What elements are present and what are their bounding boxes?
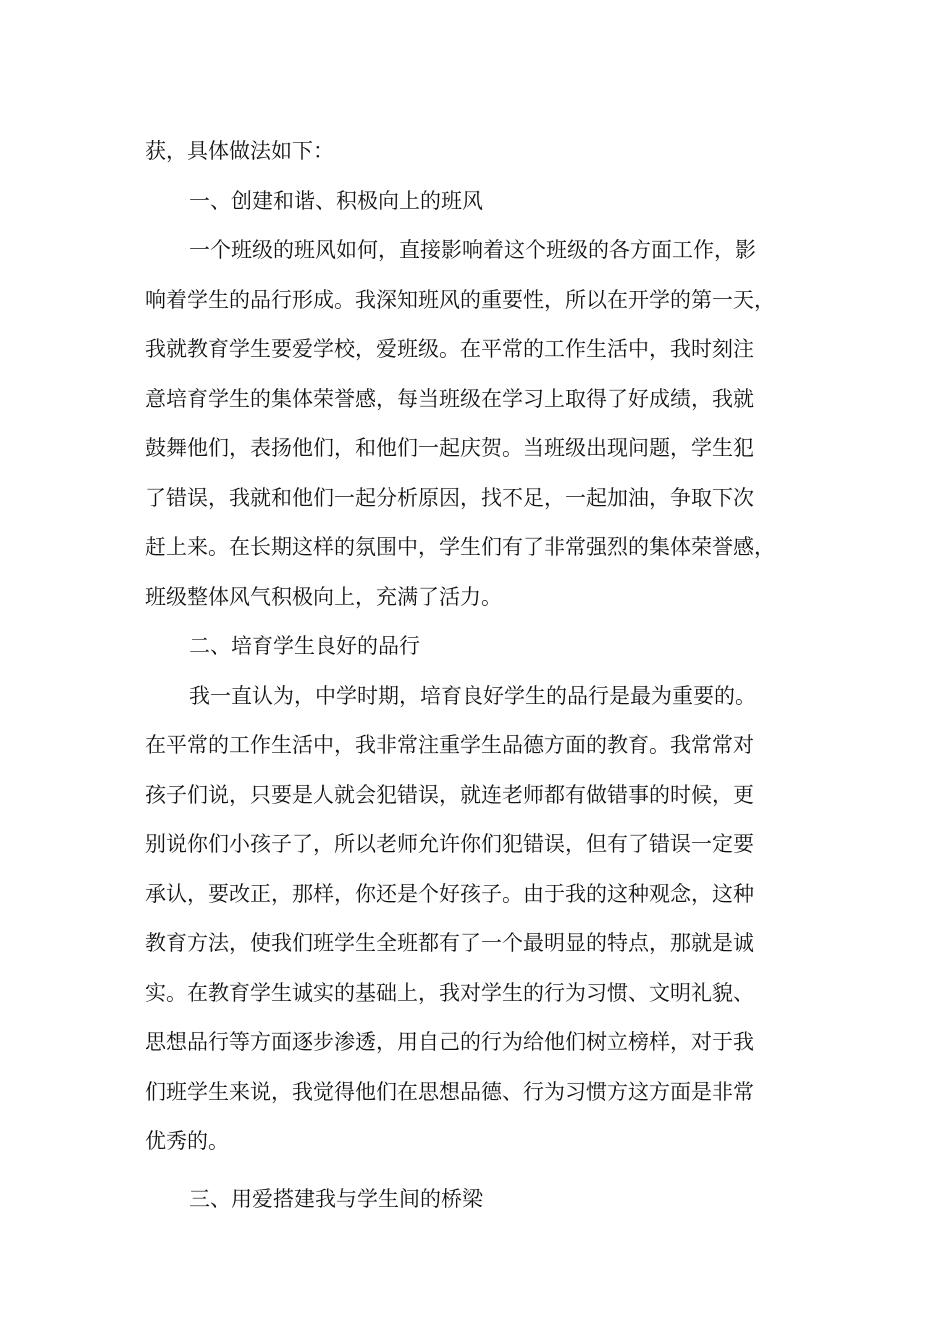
paragraph-line: 我就教育学生要爱学校，爱班级。在平常的工作生活中，我时刻注 (145, 337, 754, 361)
paragraph-line: 一个班级的班风如何，直接影响着这个班级的各方面工作，影 (189, 238, 756, 262)
paragraph-line: 别说你们小孩子了，所以老师允许你们犯错误，但有了错误一定要 (145, 832, 754, 856)
paragraph-line: 响着学生的品行形成。我深知班风的重要性，所以在开学的第一天， (145, 288, 775, 312)
paragraph-line: 孩子们说，只要是人就会犯错误，就连老师都有做错事的时候，更 (145, 783, 754, 807)
section-heading-1: 一、创建和谐、积极向上的班风 (189, 189, 483, 213)
paragraph-line: 赶上来。在长期这样的氛围中，学生们有了非常强烈的集体荣誉感， (145, 535, 775, 559)
paragraph-line: 们班学生来说，我觉得他们在思想品德、行为习惯方这方面是非常 (145, 1080, 754, 1104)
section-heading-2: 二、培育学生良好的品行 (189, 634, 420, 658)
paragraph-line: 教育方法，使我们班学生全班都有了一个最明显的特点，那就是诚 (145, 931, 754, 955)
paragraph-line: 鼓舞他们，表扬他们，和他们一起庆贺。当班级出现问题，学生犯 (145, 436, 754, 460)
paragraph-line: 在平常的工作生活中，我非常注重学生品德方面的教育。我常常对 (145, 733, 754, 757)
paragraph-line: 意培育学生的集体荣誉感，每当班级在学习上取得了好成绩，我就 (145, 387, 754, 411)
paragraph-line: 实。在教育学生诚实的基础上，我对学生的行为习惯、文明礼貌、 (145, 981, 754, 1005)
paragraph-line: 思想品行等方面逐步渗透，用自己的行为给他们树立榜样，对于我 (145, 1030, 754, 1054)
paragraph-line: 获，具体做法如下： (145, 139, 334, 163)
paragraph-line: 了错误，我就和他们一起分析原因，找不足，一起加油，争取下次 (145, 486, 754, 510)
paragraph-line: 班级整体风气积极向上，充满了活力。 (145, 585, 502, 609)
section-heading-3: 三、用爱搭建我与学生间的桥梁 (189, 1187, 483, 1211)
paragraph-line: 我一直认为，中学时期，培育良好学生的品行是最为重要的。 (189, 684, 756, 708)
paragraph-line: 承认，要改正，那样，你还是个好孩子。由于我的这种观念，这种 (145, 882, 754, 906)
paragraph-line: 优秀的。 (145, 1129, 229, 1153)
